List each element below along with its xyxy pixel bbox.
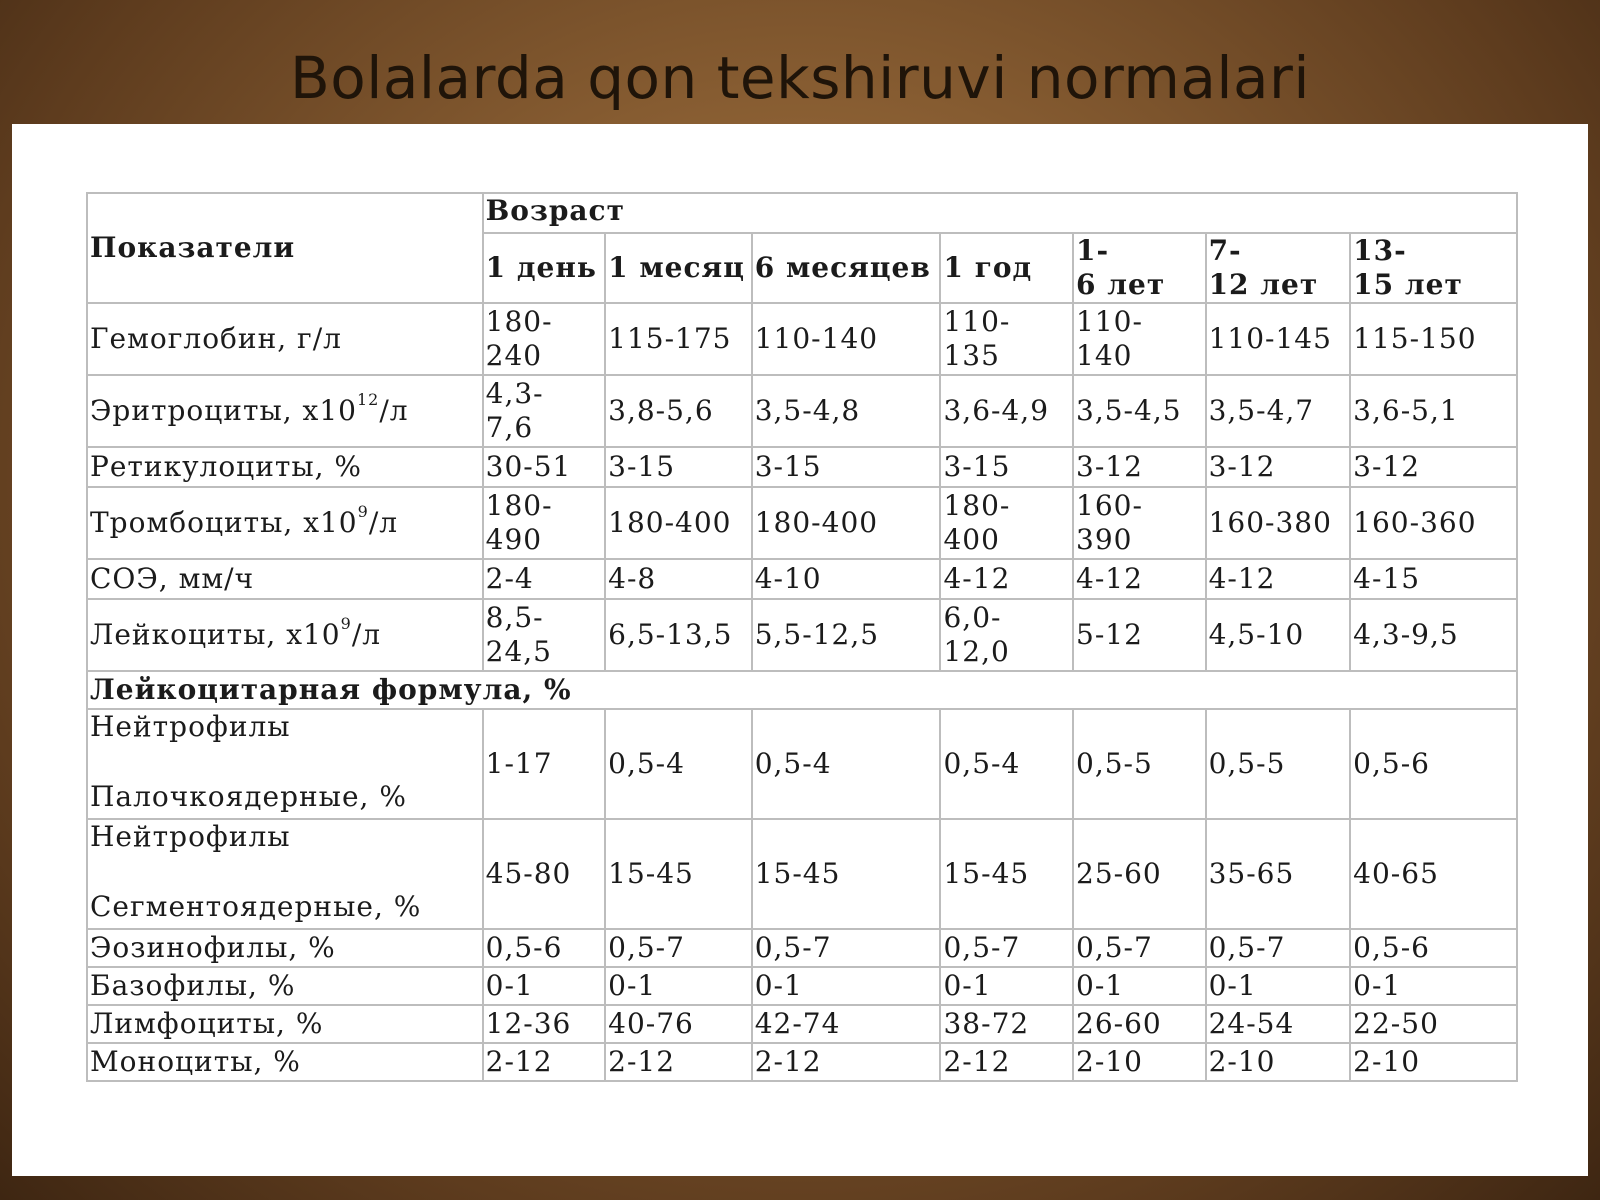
table-cell: 35-65 [1206, 819, 1351, 929]
table-cell: 2-12 [752, 1043, 941, 1081]
table-cell: 2-12 [483, 1043, 606, 1081]
row-label-text: Лейкоциты, x10 [90, 618, 341, 651]
row-label-unit: /л [368, 506, 399, 539]
table-row [87, 375, 1517, 447]
table-cell: 2-10 [1206, 1043, 1351, 1081]
table-cell: 3,5-4,8 [752, 375, 941, 447]
table-cell: 4,5-10 [1206, 599, 1351, 671]
row-label-unit: /л [379, 394, 409, 427]
table-cell: 6,0- 12,0 [940, 599, 1073, 671]
table-cell: 24-54 [1206, 1005, 1351, 1043]
table-cell: 0,5-7 [605, 929, 752, 967]
table-cell: 40-65 [1350, 819, 1517, 929]
table-cell: 3-12 [1350, 447, 1517, 487]
table-cell: 40-76 [605, 1005, 752, 1043]
table-cell: 180- 490 [483, 487, 606, 559]
table-cell: 5-12 [1073, 599, 1206, 671]
table-cell: 25-60 [1073, 819, 1206, 929]
row-label-line1: Нейтрофилы [90, 820, 291, 853]
table-cell: 4-12 [1206, 559, 1351, 599]
table-cell: 30-51 [483, 447, 606, 487]
table-row [87, 967, 1517, 1005]
table-cell: 38-72 [940, 1005, 1073, 1043]
table-cell: 0-1 [483, 967, 606, 1005]
table-cell: 0,5-5 [1206, 709, 1351, 819]
table-cell: 160-380 [1206, 487, 1351, 559]
table-cell: 3-15 [940, 447, 1073, 487]
table-cell: 2-4 [483, 559, 606, 599]
row-label-line1: Нейтрофилы [90, 710, 291, 743]
table-cell: 110- 135 [940, 303, 1073, 375]
table-cell: 0,5-4 [940, 709, 1073, 819]
table-cell: 110- 140 [1073, 303, 1206, 375]
row-label-line2: Палочкоядерные, % [90, 780, 407, 813]
table-cell: 2-12 [605, 1043, 752, 1081]
table-cell: 4-12 [940, 559, 1073, 599]
table-cell: 12-36 [483, 1005, 606, 1043]
table-cell: 0-1 [752, 967, 941, 1005]
table-cell: 1-17 [483, 709, 606, 819]
table-cell: 3,5-4,5 [1073, 375, 1206, 447]
row-label-exponent: 9 [357, 502, 369, 521]
table-cell: 3-12 [1206, 447, 1351, 487]
row-label-text: Эритроциты, x10 [90, 394, 357, 427]
table-cell: 0,5-4 [605, 709, 752, 819]
row-label [87, 709, 483, 819]
table-cell: 0,5-6 [483, 929, 606, 967]
row-label-exponent: 9 [340, 614, 352, 633]
row-label [87, 599, 483, 671]
table-row [87, 929, 1517, 967]
table-cell: 3-15 [752, 447, 941, 487]
table-cell: 0-1 [1350, 967, 1517, 1005]
row-label-line2: Сегментоядерные, % [90, 890, 422, 923]
table-row [87, 487, 1517, 559]
age-col-header: 1 месяц [605, 233, 752, 303]
row-label-text: Тромбоциты, x10 [90, 506, 358, 539]
table-cell: 0,5-7 [940, 929, 1073, 967]
table-row [87, 709, 1517, 819]
table-cell: 3,8-5,6 [605, 375, 752, 447]
age-col-header: 1- 6 лет [1073, 233, 1206, 303]
row-label: Гемоглобин, г/л [87, 303, 483, 375]
row-label: Эозинофилы, % [87, 929, 483, 967]
table-cell: 3-15 [605, 447, 752, 487]
leukocyte-formula-header: Лейкоцитарная формула, % [87, 671, 1517, 709]
table-cell: 0-1 [1206, 967, 1351, 1005]
table-cell: 0-1 [1073, 967, 1206, 1005]
row-label [87, 375, 483, 447]
age-col-header: 1 год [940, 233, 1073, 303]
table-cell: 0,5-7 [752, 929, 941, 967]
table-cell: 0,5-6 [1350, 929, 1517, 967]
table-row [87, 559, 1517, 599]
age-col-header: 6 месяцев [752, 233, 941, 303]
row-label [87, 819, 483, 929]
table-cell: 26-60 [1073, 1005, 1206, 1043]
indicators-header: Показатели [87, 193, 483, 303]
table-cell: 5,5-12,5 [752, 599, 941, 671]
table-cell: 3,5-4,7 [1206, 375, 1351, 447]
table-cell: 45-80 [483, 819, 606, 929]
table-row [87, 1043, 1517, 1081]
table-cell: 6,5-13,5 [605, 599, 752, 671]
section-header-row [87, 671, 1517, 709]
row-label: Ретикулоциты, % [87, 447, 483, 487]
table-cell: 0,5-7 [1206, 929, 1351, 967]
table-cell: 4-8 [605, 559, 752, 599]
age-col-header: 7- 12 лет [1206, 233, 1351, 303]
table-cell: 2-12 [940, 1043, 1073, 1081]
table-cell: 110-145 [1206, 303, 1351, 375]
table-cell: 160- 390 [1073, 487, 1206, 559]
table-row [87, 447, 1517, 487]
table-panel [12, 124, 1588, 1176]
table-cell: 180-400 [752, 487, 941, 559]
table-cell: 0-1 [605, 967, 752, 1005]
slide-title: Bolalarda qon tekshiruvi normalari [289, 44, 1311, 112]
row-label: Лимфоциты, % [87, 1005, 483, 1043]
table-cell: 0,5-6 [1350, 709, 1517, 819]
table-cell: 3-12 [1073, 447, 1206, 487]
age-col-header: 1 день [483, 233, 606, 303]
table-cell: 15-45 [605, 819, 752, 929]
table-cell: 0,5-7 [1073, 929, 1206, 967]
table-row [87, 303, 1517, 375]
table-cell: 42-74 [752, 1005, 941, 1043]
table-cell: 15-45 [940, 819, 1073, 929]
row-label: Моноциты, % [87, 1043, 483, 1081]
row-label: СОЭ, мм/ч [87, 559, 483, 599]
table-cell: 4,3- 7,6 [483, 375, 606, 447]
table-cell: 4-15 [1350, 559, 1517, 599]
table-cell: 115-175 [605, 303, 752, 375]
table-cell: 22-50 [1350, 1005, 1517, 1043]
table-cell: 0,5-4 [752, 709, 941, 819]
table-cell: 2-10 [1073, 1043, 1206, 1081]
table-cell: 2-10 [1350, 1043, 1517, 1081]
table-cell: 8,5- 24,5 [483, 599, 606, 671]
table-cell: 115-150 [1350, 303, 1517, 375]
table-cell: 15-45 [752, 819, 941, 929]
row-label [87, 487, 483, 559]
row-label-exponent: 12 [356, 390, 380, 409]
table-cell: 4,3-9,5 [1350, 599, 1517, 671]
age-col-header: 13- 15 лет [1350, 233, 1517, 303]
table-cell: 0-1 [940, 967, 1073, 1005]
table-row [87, 819, 1517, 929]
row-label: Базофилы, % [87, 967, 483, 1005]
table-cell: 180- 400 [940, 487, 1073, 559]
table-cell: 3,6-5,1 [1350, 375, 1517, 447]
row-label-unit: /л [351, 618, 382, 651]
table-cell: 180- 240 [483, 303, 606, 375]
table-cell: 180-400 [605, 487, 752, 559]
table-cell: 0,5-5 [1073, 709, 1206, 819]
table-cell: 4-12 [1073, 559, 1206, 599]
age-header: Возраст [483, 193, 1517, 233]
table-row [87, 1005, 1517, 1043]
table-cell: 110-140 [752, 303, 941, 375]
table-cell: 3,6-4,9 [940, 375, 1073, 447]
table-cell: 4-10 [752, 559, 941, 599]
table-cell: 160-360 [1350, 487, 1517, 559]
blood-norms-table [86, 192, 1518, 1082]
table-row [87, 599, 1517, 671]
